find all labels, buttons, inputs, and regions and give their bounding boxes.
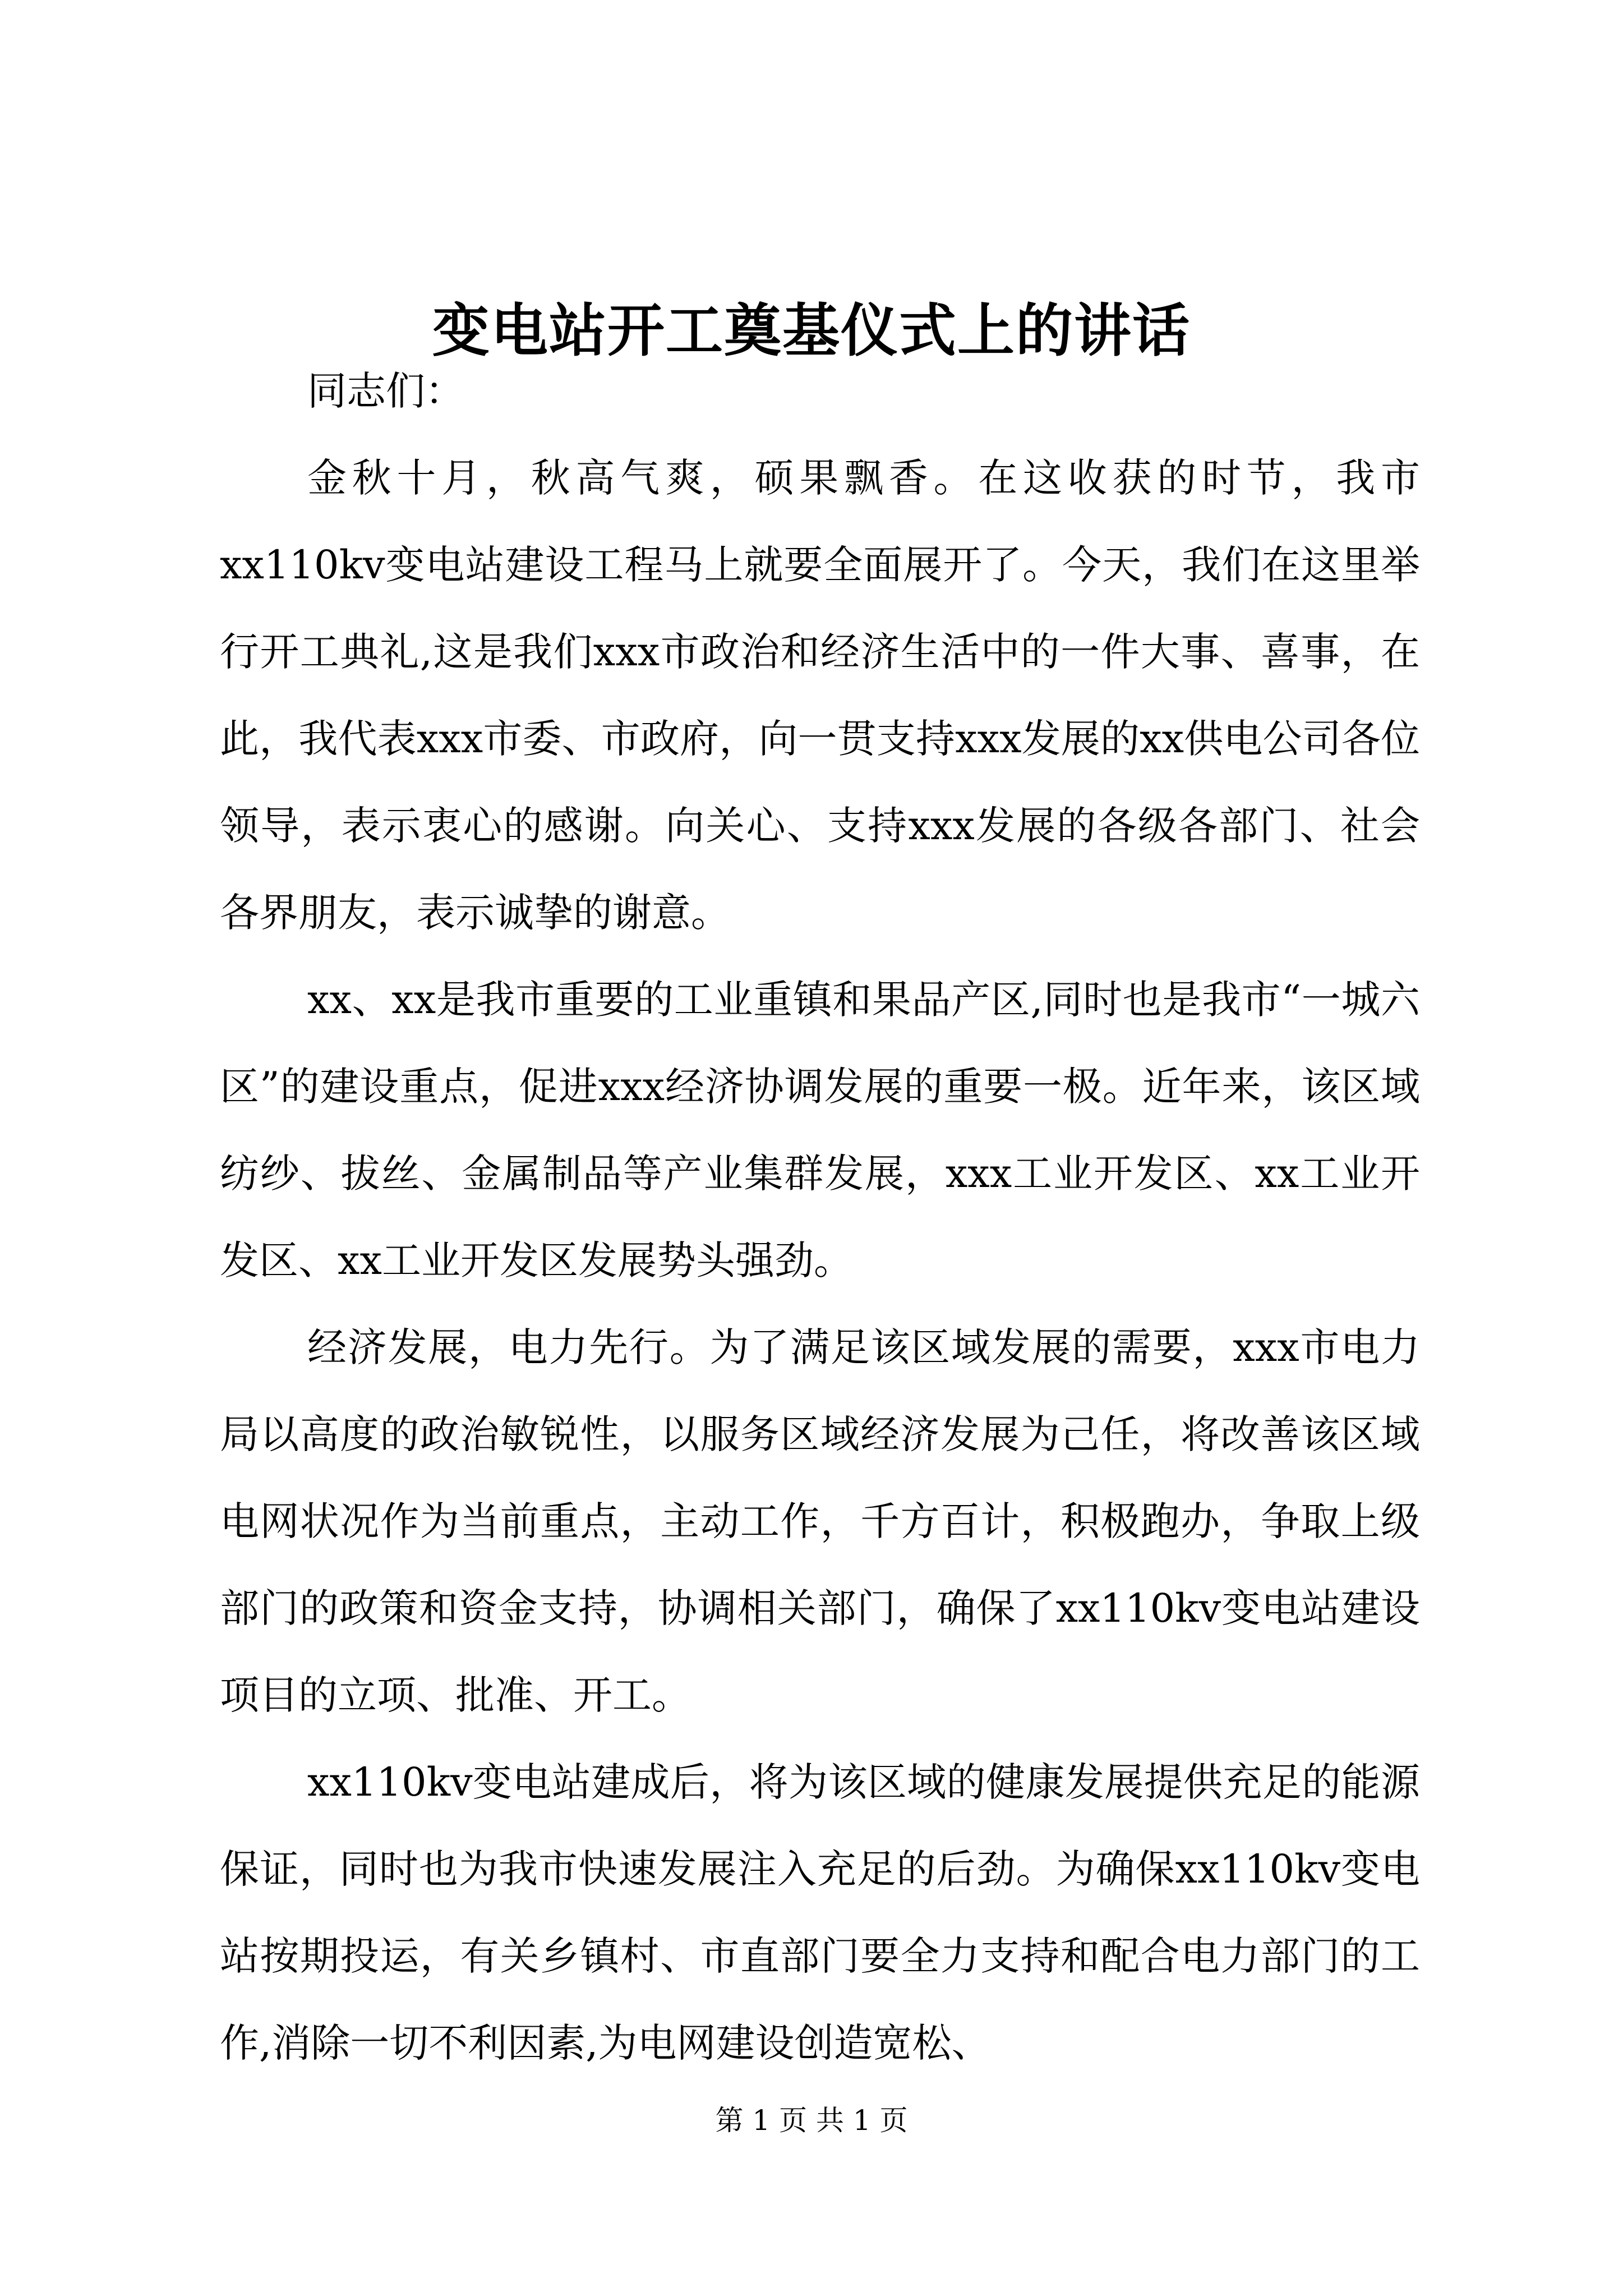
paragraph-4: xx110kv变电站建成后，将为该区域的健康发展提供充足的能源保证，同时也为我市快速发展注入充足的后劲。为确保xx110kv变电站按期投运，有关乡镇村、市直部门要全力支持和配合电力部门的工作,消除一切不利因素,为电网建设创造宽松、 — [220, 1759, 1420, 2066]
document-body — [220, 348, 1420, 2087]
page-footer: 第 1 页 共 1 页 — [715, 2104, 908, 2137]
paragraph-2: xx、xx是我市重要的工业重镇和果品产区,同时也是我市“一城六区”的建设重点，促进xxx经济协调发展的重要一极。近年来，该区域纺纱、拔丝、金属制品等产业集群发展，xxx工业开发区、xx工业开发区、xx工业开发区发展势头强劲。 — [220, 977, 1420, 1283]
salutation: 同志们： — [307, 368, 464, 414]
paragraph-1: 金秋十月，秋高气爽，硕果飘香。在这收获的时节，我市xx110kv变电站建设工程马上就要全面展开了。今天，我们在这里举行开工典礼,这是我们xxx市政治和经济生活中的一件大事、喜事，在此，我代表xxx市委、市政府，向一贯支持xxx发展的xx供电公司各位领导，表示衷心的感谢。向关心、支持xxx发展的各级各部门、社会各界朋友，表示诚挚的谢意。 — [220, 455, 1420, 936]
paragraph-3: 经济发展，电力先行。为了满足该区域发展的需要，xxx市电力局以高度的政治敏锐性，以服务区域经济发展为己任，将改善该区域电网状况作为当前重点，主动工作，千方百计，积极跑办，争取上级部门的政策和资金支持，协调相关部门，确保了xx110kv变电站建设项目的立项、批准、开工。 — [220, 1324, 1420, 1718]
document-title: 变电站开工奠基仪式上的讲话 — [432, 297, 1191, 365]
